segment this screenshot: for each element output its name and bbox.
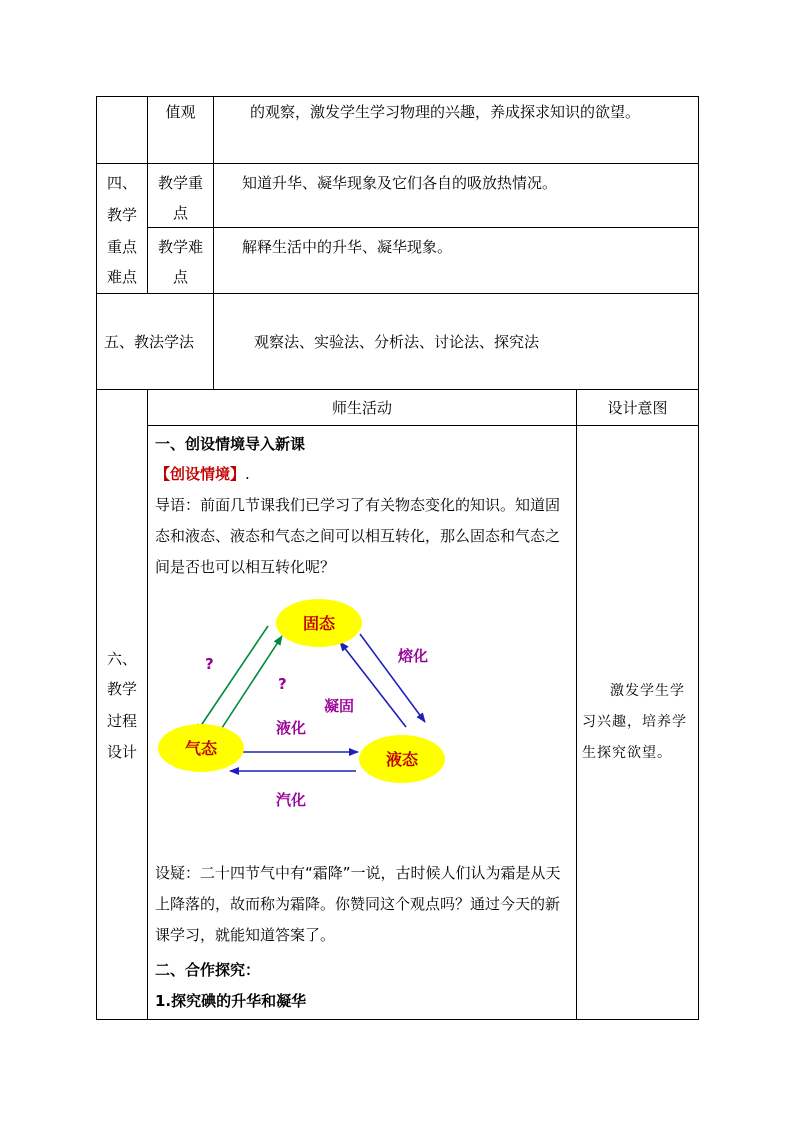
scenario-tag-tail: . (245, 465, 250, 483)
methods-label: 五、教法学法 (104, 333, 195, 351)
phase-change-diagram (150, 590, 570, 820)
column-divider (576, 389, 577, 1020)
liquid-state-label: 液态 (385, 750, 419, 769)
sublimation-arrow (196, 626, 268, 733)
heading-cooperative: 二、合作探究： (155, 961, 261, 979)
design-intent-text: 激发学生学习兴趣，培养学生探究欲望。 (582, 683, 687, 761)
scenario-tag: 【创设情境】 (155, 465, 246, 483)
liquefaction-label: 液化 (276, 719, 307, 737)
difficulty-label-line1: 教学难 (157, 238, 203, 256)
activity-column-header: 师生活动 (331, 399, 392, 417)
methods-text: 观察法、实验法、分析法、讨论法、探究法 (254, 333, 540, 351)
heading-iodine: 1.探究碘的升华和凝华 (155, 992, 307, 1010)
section-6-label-line1: 六、 (106, 650, 137, 668)
section-4-label-line1: 四、 (106, 174, 137, 192)
gas-state-label: 气态 (184, 739, 218, 758)
table-border-bottom (96, 1019, 699, 1020)
row-divider (96, 389, 699, 390)
scenario-tag-line (155, 464, 250, 484)
difficulty-text: 解释生活中的升华、凝华现象。 (242, 238, 453, 256)
intent-column-header: 设计意图 (607, 399, 668, 417)
question-paragraph: 设疑：二十四节气中有“霜降”一说，古时候人们认为霜是从天上降落的，故而称为霜降。你赞同这个观点吗？通过今天的新课学习，就能知道答案了。 (155, 864, 561, 944)
solid-state-label: 固态 (302, 614, 336, 633)
section-4-label-line2: 教学 (106, 206, 137, 224)
column-divider (147, 389, 148, 1020)
section-6-label-line3: 过程 (106, 712, 137, 730)
values-label: 值观 (165, 103, 196, 121)
freezing-label: 凝固 (324, 697, 355, 715)
values-text: 的观察，激发学生学习物理的兴趣，养成探求知识的欲望。 (250, 103, 641, 121)
section-4-label-line3: 重点 (106, 238, 137, 256)
row-divider (96, 293, 699, 294)
row-divider (147, 425, 699, 426)
section-6-label-line4: 设计 (106, 743, 137, 761)
intro-paragraph: 导语：前面几节课我们已学习了有关物态变化的知识。知道固态和液态、液态和气态之间可以相互转化，那么固态和气态之间是否也可以相互转化呢？ (155, 496, 561, 576)
difficulty-label-line2: 点 (172, 268, 188, 286)
heading-intro: 一、创设情境导入新课 (155, 435, 306, 453)
focus-text: 知道升华、凝华现象及它们各自的吸放热情况。 (242, 174, 558, 192)
row-divider (96, 163, 699, 164)
table-border-left (96, 96, 97, 1020)
vaporization-label: 汽化 (276, 791, 307, 809)
focus-label-line1: 教学重 (157, 174, 203, 192)
question-mark-2: ? (278, 675, 287, 693)
row-divider (147, 227, 699, 228)
focus-label-line2: 点 (172, 204, 188, 222)
section-4-label-line4: 难点 (106, 268, 137, 286)
column-divider (147, 96, 148, 294)
melting-label: 熔化 (398, 647, 429, 665)
table-border-top (96, 96, 699, 97)
table-border-right (698, 96, 699, 1020)
section-6-label-line2: 教学 (106, 680, 137, 698)
question-mark-1: ? (205, 655, 214, 673)
column-divider (213, 96, 214, 390)
